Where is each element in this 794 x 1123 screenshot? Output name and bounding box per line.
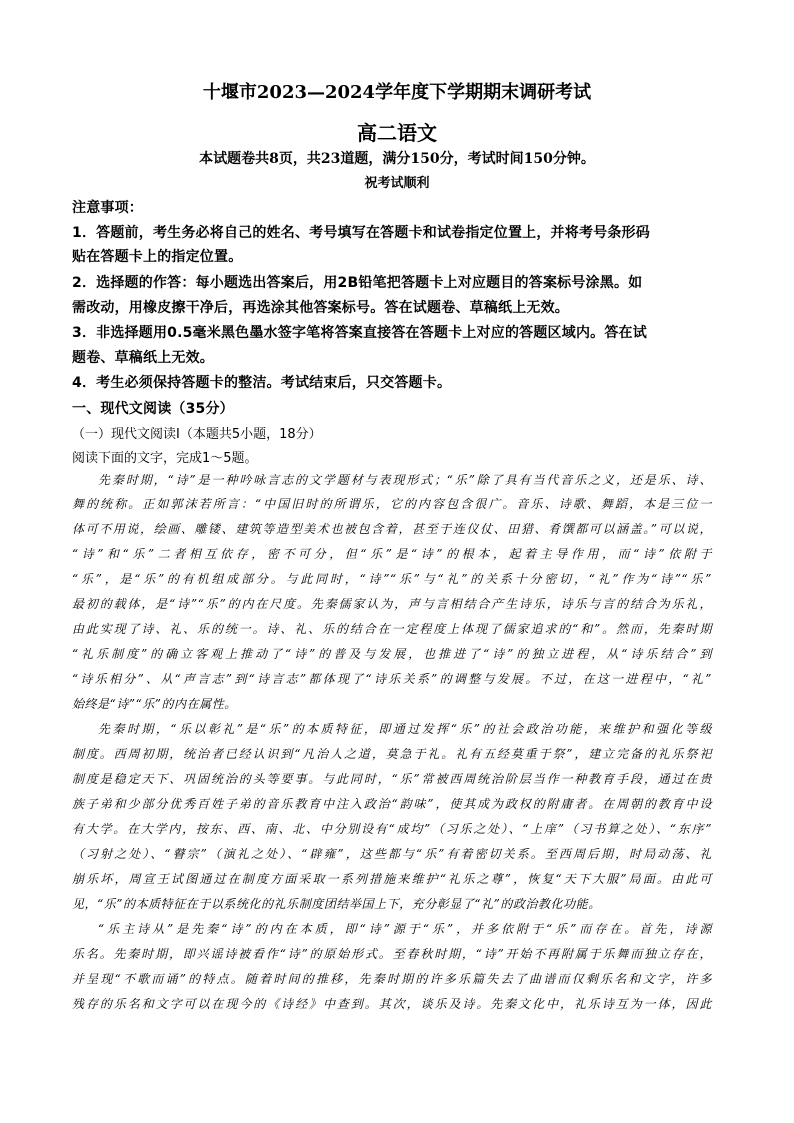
passage-line: 乐名。先秦时期，即兴谣诗被看作“诗”的原始形式。至春秋时期，“诗”开始不再附属于乐舞而独立存在， bbox=[72, 947, 712, 961]
passage-line: 先秦时期，“乐以彰礼”是“乐”的本质特征，即通过发挥“乐”的社会政治功能，来维护和强化等级 bbox=[98, 722, 712, 736]
passage-line: 制度是稳定天下、巩固统治的头等要事。与此同时，“乐”常被西周统治阶层当作一种教育手段，通过在贵 bbox=[72, 772, 712, 786]
notice-line: 题卷、草稿纸上无效。 bbox=[72, 350, 214, 366]
passage-line: “乐主诗从”是先秦“诗”的内在本质，即“诗”源于“乐”，并多依附于“乐”而存在。首先，诗源 bbox=[98, 922, 712, 936]
passage-line: 最初的载体，是“诗”“乐”的内在尺度。先秦儒家认为，声与言相结合产生诗乐，诗乐与言的结合为乐礼， bbox=[72, 597, 712, 611]
notice-line: 贴在答题卡上的指定位置。 bbox=[72, 249, 243, 265]
notice-line: 需改动，用橡皮擦干净后，再选涂其他答案标号。答在试题卷、草稿纸上无效。 bbox=[72, 300, 569, 316]
passage-line: 见，“乐”的本质特征在于以系统化的礼乐制度团结举国上下，充分彰显了“礼”的政治教化功能。 bbox=[72, 897, 601, 911]
passage-line: “乐”，是“乐”的有机组成部分。与此同时，“诗”“乐”与“礼”的关系十分密切，“礼”作为“诗”“乐” bbox=[72, 572, 712, 586]
exam-title: 十堰市2023—2024学年度下学期期末调研考试 bbox=[202, 82, 592, 103]
passage-line: 始终是“诗”“乐”的内在属性。 bbox=[72, 697, 237, 711]
passage-line: “诗乐相分”、从“声言志”到“诗言志”都体现了“诗乐关系”的调整与发展。不过，在这一进程中，“礼” bbox=[72, 672, 712, 686]
passage-line: 崩乐坏，周宣王试图通过在制度方面采取一系列措施来维护“礼乐之尊”，恢复“天下大服”局面。由此可 bbox=[72, 872, 712, 886]
passage-line: 先秦时期，“诗”是一种吟咏言志的文学题材与表现形式；“乐”除了具有当代音乐之义，还是乐、诗、 bbox=[98, 473, 712, 487]
passage-line: 体可不用说，绘画、雕镂、建筑等造型美术也被包含着，甚至于连仪仗、田猎、肴馔都可以涵盖。”可以说， bbox=[72, 522, 712, 536]
passage-line: 舞的统称。正如郭沫若所言：“中国旧时的所谓乐，它的内容包含很广。音乐、诗歌、舞蹈，本是三位一 bbox=[72, 497, 712, 511]
passage-line: “诗”和“乐”二者相互依存，密不可分，但“乐”是“诗”的根本，起着主导作用，而“诗”依附于 bbox=[72, 547, 712, 561]
notice-line: 1．答题前，考生务必将自己的姓名、考号填写在答题卡和试卷指定位置上，并将考号条形码 bbox=[72, 225, 650, 241]
notice-line: 3．非选择题用0.5毫米黑色墨水签字笔将答案直接答在答题卡上对应的答题区域内。答在试 bbox=[72, 325, 647, 341]
exam-subject: 高二语文 bbox=[357, 121, 437, 145]
passage-line: 残存的乐名和文字可以在现今的《诗经》中查到。其次，谈乐及诗。先秦文化中，礼乐诗互为一体，因此 bbox=[72, 997, 712, 1011]
passage-line: （习射之处）、“瞽宗”（演礼之处）、“辟雍”，这些都与“乐”有着密切关系。至西周后期，时局动荡、礼 bbox=[72, 847, 712, 861]
passage-line: “礼乐制度”的确立客观上推动了“诗”的普及与发展，也推进了“诗”的独立进程，从“诗乐结合”到 bbox=[72, 647, 712, 661]
notice-heading: 注意事项： bbox=[72, 200, 143, 216]
section-subheading: （一）现代文阅读Ⅰ（本题共5小题，18分） bbox=[72, 427, 322, 442]
passage-line: 有大学。在大学内，按东、西、南、北、中分别设有“成均”（习乐之处）、“上庠”（习书算之处）、“东序” bbox=[72, 822, 712, 836]
section-heading: 一、现代文阅读（35分） bbox=[72, 401, 234, 417]
passage-line: 制度。西周初期，统治者已经认识到“凡治人之道，莫急于礼。礼有五经莫重于祭”，建立完备的礼乐祭祀 bbox=[72, 747, 712, 761]
passage-line: 族子弟和少部分优秀百姓子弟的音乐教育中注入政治“韵味”，使其成为政权的附庸者。在周朝的教育中设 bbox=[72, 797, 712, 811]
passage-line: 并呈现“不歌而诵”的特点。随着时间的推移，先秦时期的许多乐篇失去了曲谱而仅剩乐名和文字，许多 bbox=[72, 972, 712, 986]
exam-wish: 祝考试顺利 bbox=[364, 176, 430, 191]
exam-info: 本试题卷共8页，共23道题，满分150分，考试时间150分钟。 bbox=[199, 151, 595, 167]
passage-line: 由此实现了诗、礼、乐的统一。诗、礼、乐的结合在一定程度上体现了儒家追求的“和”。然而，先秦时期 bbox=[72, 622, 712, 636]
notice-line: 2．选择题的作答：每小题选出答案后，用2B铅笔把答题卡上对应题目的答案标号涂黑。如 bbox=[72, 275, 643, 291]
section-instruction: 阅读下面的文字，完成1～5题。 bbox=[72, 451, 258, 466]
notice-line: 4．考生必须保持答题卡的整洁。考试结束后，只交答题卡。 bbox=[72, 375, 452, 391]
